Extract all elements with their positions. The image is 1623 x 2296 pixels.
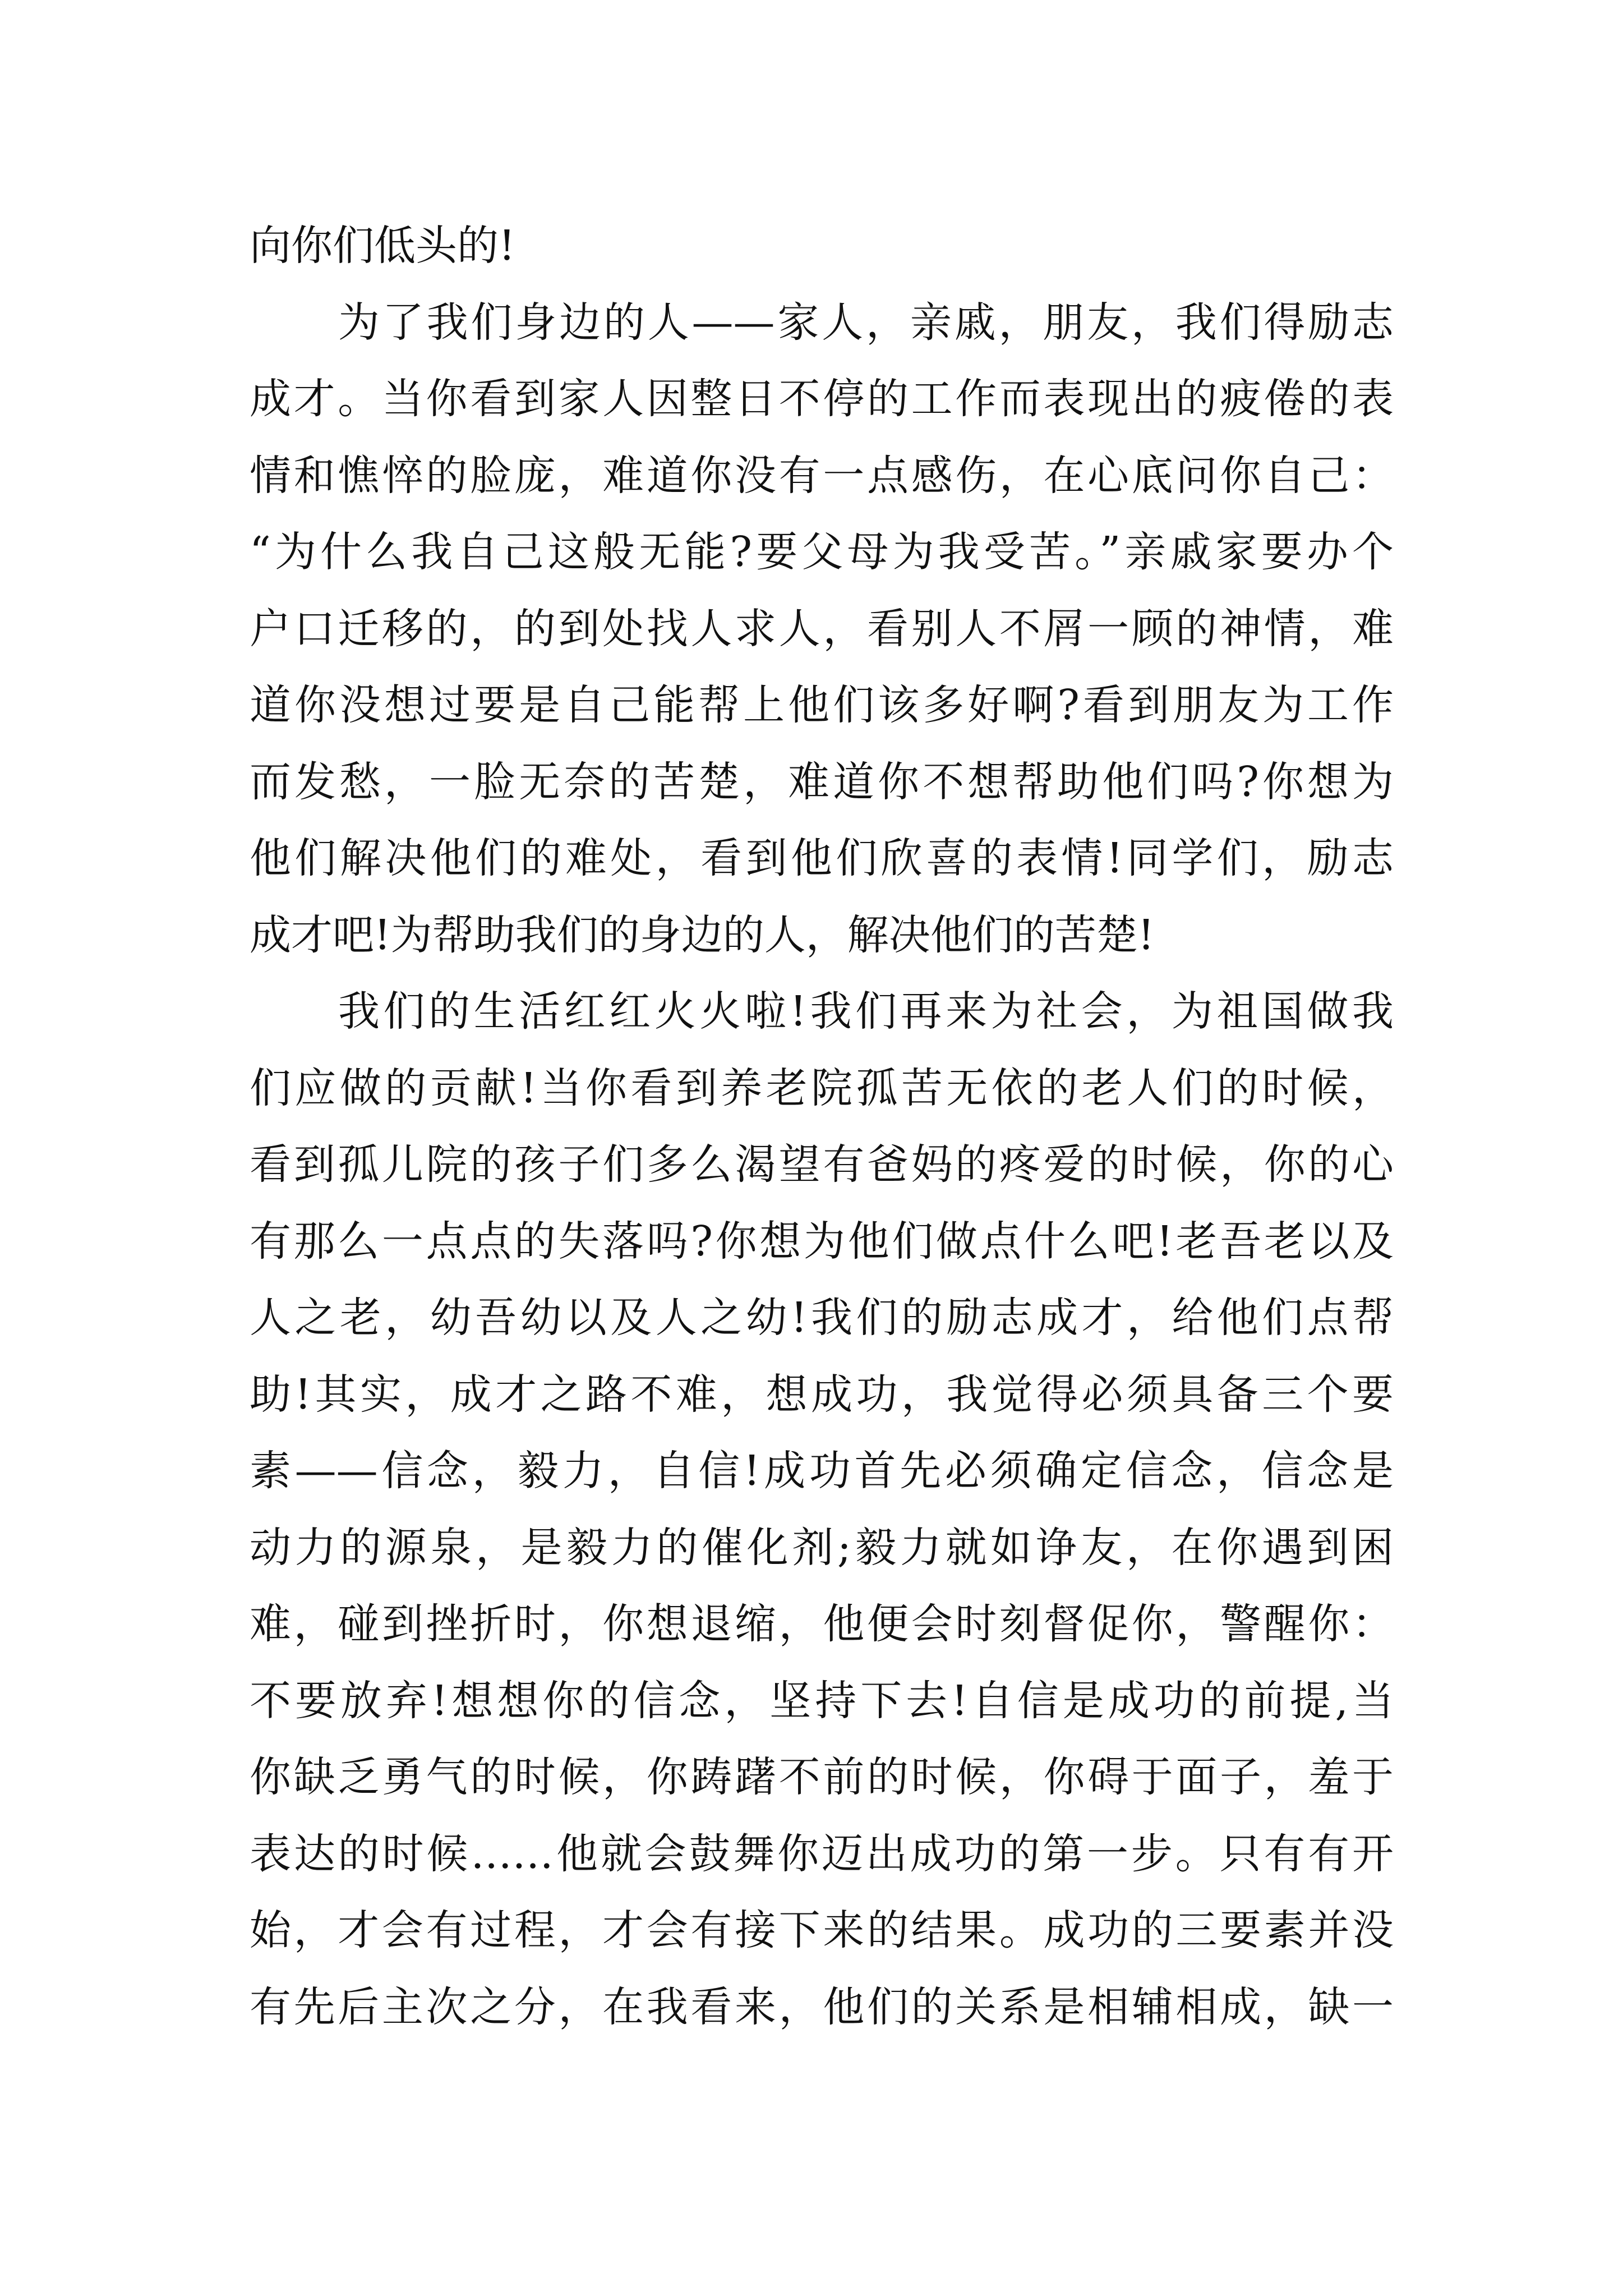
- text-line: 你缺乏勇气的时候，你踌躇不前的时候，你碍于面子，羞于: [250, 1753, 1394, 1801]
- text-line: 有先后主次之分，在我看来，他们的关系是相辅相成，缺一: [250, 1982, 1394, 2031]
- text-line: 为了我们身边的人——家人，亲戚，朋友，我们得励志: [338, 298, 1394, 347]
- text-line: “为什么我自己这般无能?要父母为我受苦。”亲戚家要办个: [250, 528, 1394, 576]
- body-text: [250, 208, 1394, 2045]
- text-line: 成才。当你看到家人因整日不停的工作而表现出的疲倦的表: [250, 375, 1394, 423]
- text-line: 而发愁，一脸无奈的苦楚，难道你不想帮助他们吗?你想为: [250, 757, 1394, 806]
- text-line: 我们的生活红红火火啦!我们再来为社会，为祖国做我: [338, 987, 1394, 1036]
- text-line: 们应做的贡献!当你看到养老院孤苦无依的老人们的时候，: [250, 1064, 1394, 1112]
- text-line: 表达的时候……他就会鼓舞你迈出成功的第一步。只有有开: [250, 1829, 1394, 1878]
- text-line: 成才吧!为帮助我们的身边的人，解决他们的苦楚!: [250, 910, 1155, 959]
- text-line: 看到孤儿院的孩子们多么渴望有爸妈的疼爱的时候，你的心: [250, 1140, 1394, 1189]
- text-line: 他们解决他们的难处，看到他们欣喜的表情!同学们，励志: [250, 834, 1394, 882]
- text-line: 向你们低头的!: [250, 222, 515, 270]
- text-line: 难，碰到挫折时，你想退缩，他便会时刻督促你，警醒你：: [250, 1600, 1394, 1648]
- text-line: 助!其实，成才之路不难，想成功，我觉得必须具备三个要: [250, 1370, 1394, 1419]
- text-line: 情和憔悴的脸庞，难道你没有一点感伤，在心底问你自己：: [250, 451, 1394, 500]
- text-line: 道你没想过要是自己能帮上他们该多好啊?看到朋友为工作: [250, 681, 1394, 729]
- text-line: 人之老，幼吾幼以及人之幼!我们的励志成才，给他们点帮: [250, 1294, 1394, 1342]
- text-line: 始，才会有过程，才会有接下来的结果。成功的三要素并没: [250, 1906, 1394, 1954]
- text-line: 动力的源泉，是毅力的催化剂;毅力就如诤友，在你遇到困: [250, 1523, 1394, 1572]
- text-line: 有那么一点点的失落吗?你想为他们做点什么吧!老吾老以及: [250, 1217, 1394, 1266]
- text-line: 户口迁移的，的到处找人求人，看别人不屑一顾的神情，难: [250, 604, 1394, 653]
- text-line: 素——信念，毅力，自信!成功首先必须确定信念，信念是: [250, 1447, 1394, 1495]
- text-line: 不要放弃!想想你的信念，坚持下去!自信是成功的前提,当: [250, 1676, 1394, 1725]
